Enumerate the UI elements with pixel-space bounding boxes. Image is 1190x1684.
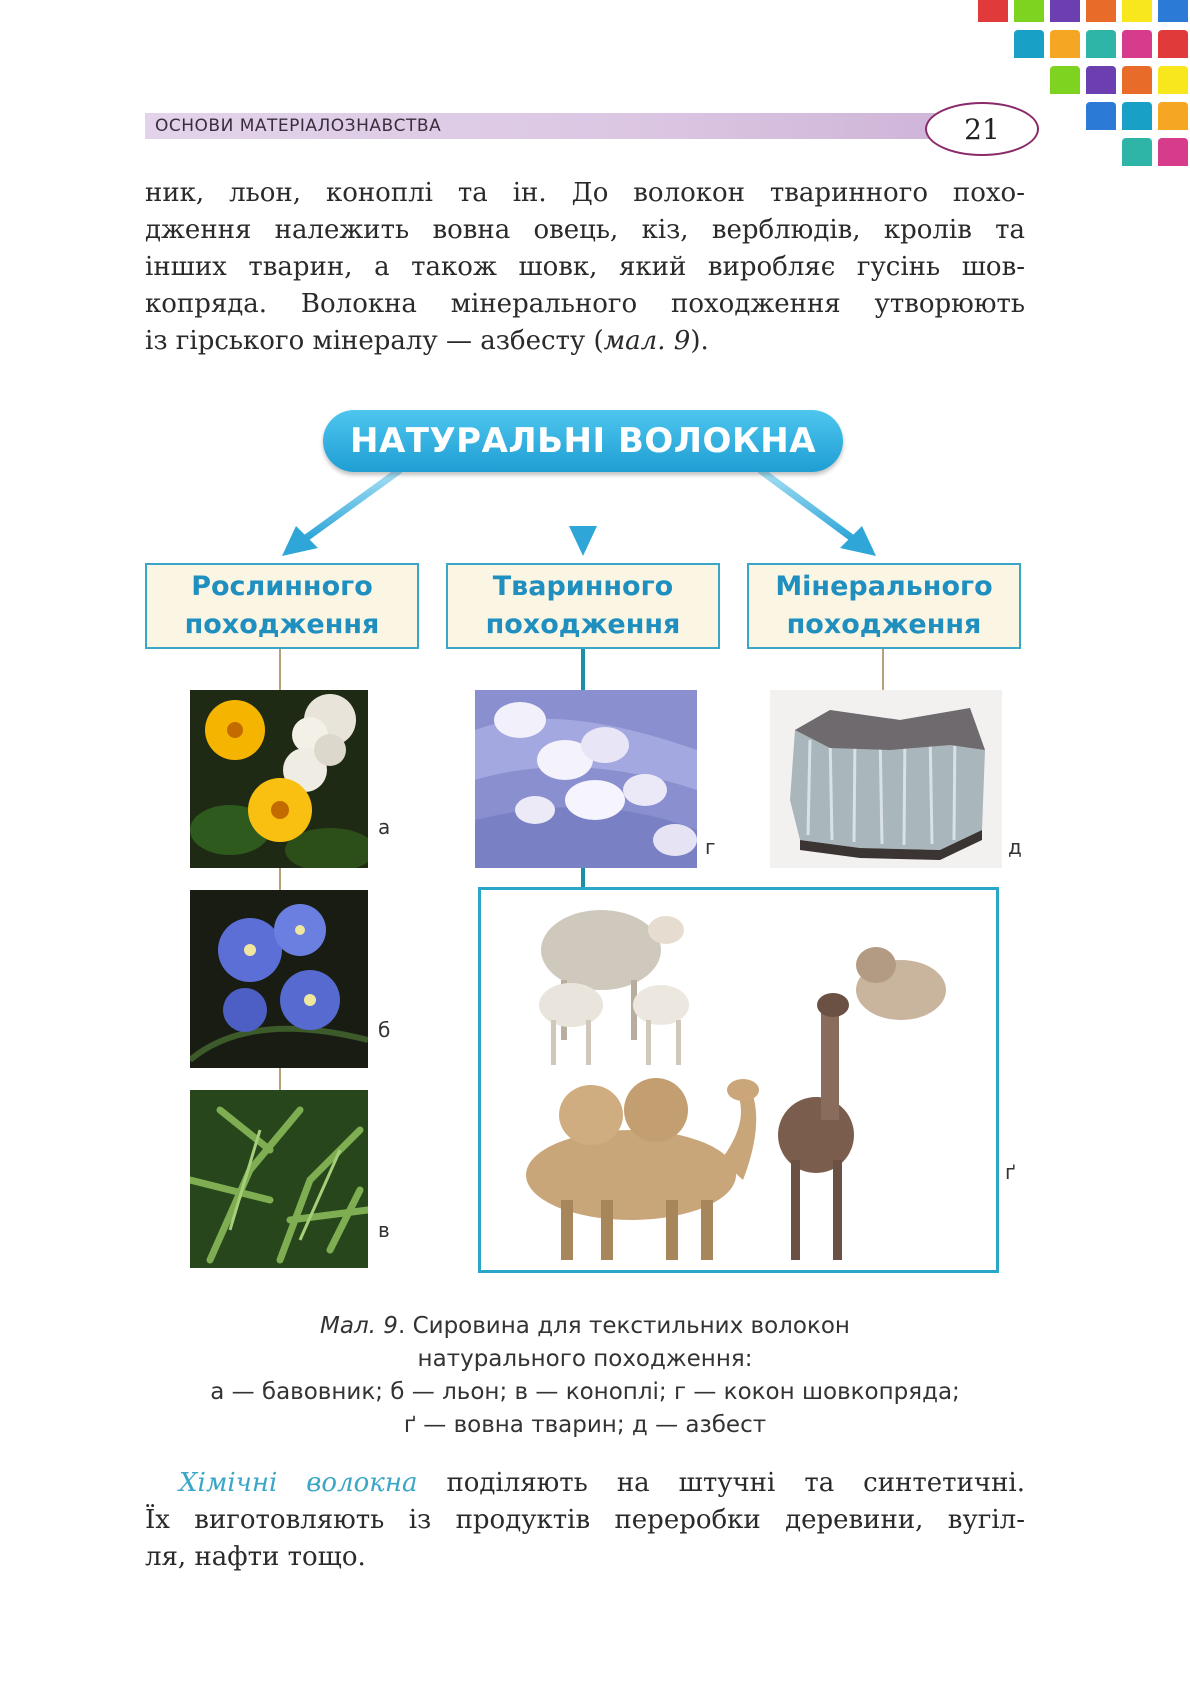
text-line <box>145 1465 1025 1503</box>
category-mineral-origin <box>747 563 1021 649</box>
photo-asbestos <box>770 690 1002 868</box>
arrow-to-animal <box>569 472 597 556</box>
animal-wool-panel <box>478 887 999 1273</box>
caption-legend-line-1: а — бавовник; б — льон; в — коноплі; г — кокон шовкопряда; <box>210 1379 960 1405</box>
chemical-fibres-term: Хімічні волокна <box>179 1468 418 1498</box>
category-label <box>147 568 417 644</box>
running-header-title: ОСНОВИ МАТЕРІАЛОЗНАВСТВА <box>155 116 442 136</box>
photo-cotton <box>190 690 368 868</box>
caption-title-text: . Сировина для текстильних волокон <box>397 1313 850 1339</box>
text-line: Їх виготовляють із продуктів переробки деревини, вугіл- <box>145 1505 1025 1535</box>
text-span: поділяють на штучні та синтетичні. <box>417 1468 1025 1498</box>
label-v: в <box>378 1218 390 1242</box>
category-label <box>749 568 1019 644</box>
text-line: ник, льон, коноплі та ін. До волокон тваринного похо- <box>145 178 1025 208</box>
caption-label: Мал. 9 <box>320 1313 398 1339</box>
text-line: інших тварин, а також шовк, який виробляє гусінь шов- <box>145 252 1025 282</box>
caption-legend-line-2: ґ — вовна тварин; д — азбест <box>403 1412 767 1438</box>
label-g: г <box>705 835 716 859</box>
category-line: походження <box>786 609 982 640</box>
root-natural-fibres <box>323 410 843 472</box>
text-line: ля, нафти тощо. <box>145 1542 366 1572</box>
caption-title-line-2: натурального походження: <box>417 1346 753 1372</box>
category-animal-origin <box>446 563 720 649</box>
photo-hemp <box>190 1090 368 1268</box>
caption-title-line-1 <box>145 1310 1025 1343</box>
category-label <box>448 568 718 644</box>
category-line: Тваринного <box>492 571 674 602</box>
arrow-to-mineral <box>760 470 876 556</box>
category-line: походження <box>184 609 380 640</box>
arrow-to-plant <box>282 470 400 556</box>
label-g-big: ґ <box>1005 1160 1016 1184</box>
category-plant-origin <box>145 563 419 649</box>
page-number: 21 <box>964 112 1000 146</box>
figure-caption <box>145 1310 1025 1442</box>
figure-reference: мал. 9 <box>603 326 691 356</box>
photo-flax <box>190 890 368 1068</box>
category-line: Мінерального <box>775 571 993 602</box>
category-line: походження <box>485 609 681 640</box>
text-line: копряда. Волокна мінерального походження утворюють <box>145 289 1025 319</box>
root-label: НАТУРАЛЬНІ ВОЛОКНА <box>349 421 817 461</box>
photo-silk-cocoons <box>475 690 697 868</box>
category-line: Рослинного <box>191 571 373 602</box>
text-line: дження належить вовна овець, кіз, верблюдів, кролів та <box>145 215 1025 245</box>
text-span: ). <box>690 326 709 356</box>
text-span: із гірського мінералу — азбесту ( <box>145 326 604 356</box>
label-b: б <box>378 1018 391 1042</box>
label-d: д <box>1008 835 1022 859</box>
label-a: а <box>378 815 391 839</box>
